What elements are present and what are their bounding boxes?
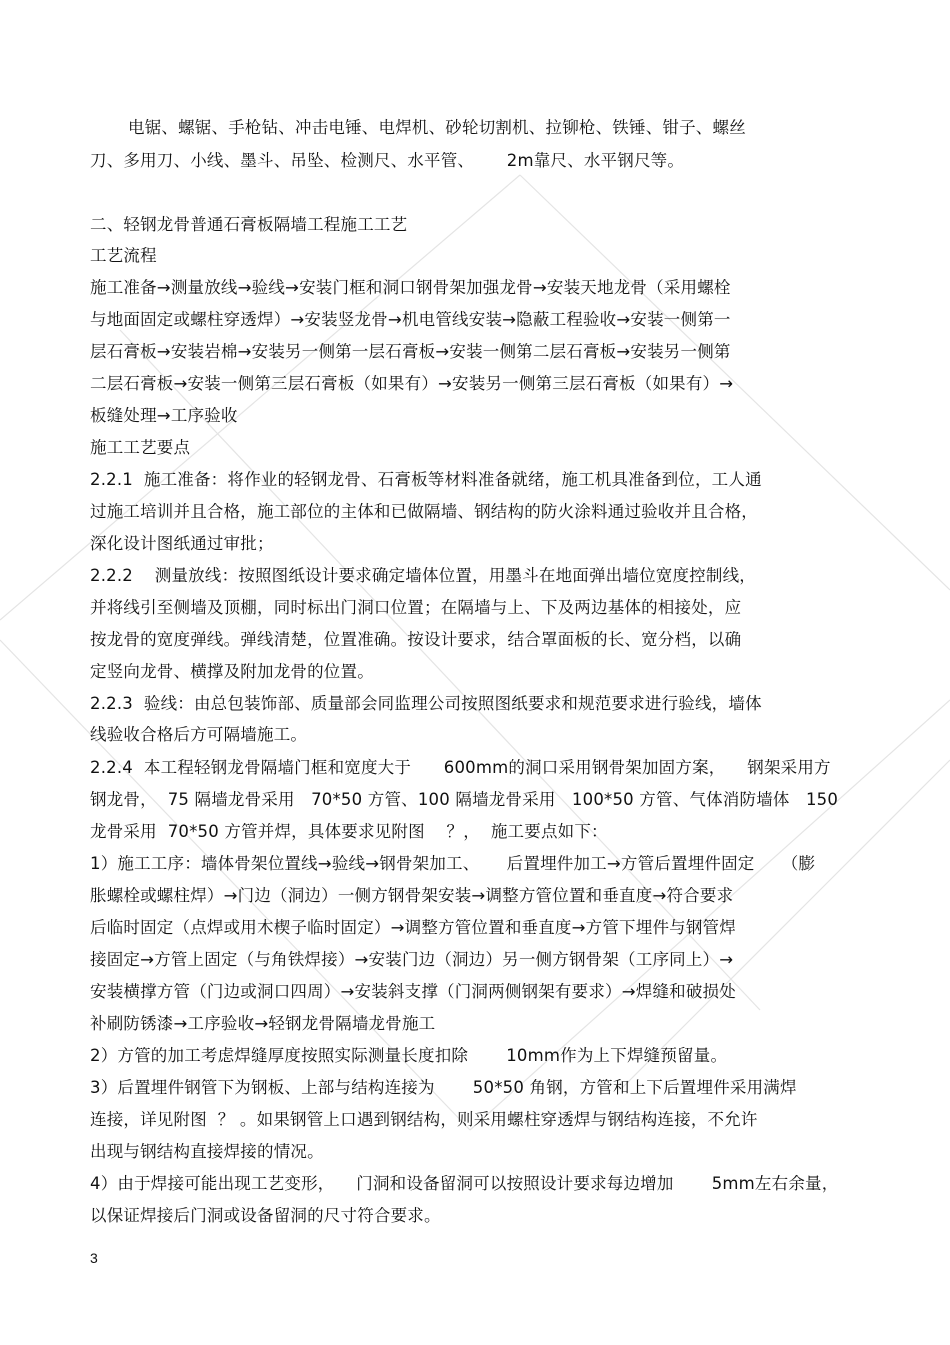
paragraph-line: 2.2.4 本工程轻钢龙骨隔墙门框和宽度大于 600mm的洞口采用钢骨架加固方案， 钢架采用方	[90, 758, 831, 777]
paragraph-line: 并将线引至侧墙及顶棚，同时标出门洞口位置；在隔墙与上、下及两边基体的相接处，应	[90, 598, 742, 617]
paragraph-line: 与地面固定或螺柱穿透焊）→安装竖龙骨→机电管线安装→隐蔽工程验收→安装一侧第一	[90, 310, 731, 329]
paragraph-line: 2.2.2 测量放线：按照图纸设计要求确定墙体位置，用墨斗在地面弹出墙位宽度控制线，	[90, 566, 756, 585]
paragraph-line: 出现与钢结构直接焊接的情况。	[90, 1142, 324, 1161]
paragraph-line: 板缝处理→工序验收	[90, 406, 238, 425]
paragraph-line: 2.2.3 验线：由总包装饰部、质量部会同监理公司按照图纸要求和规范要求进行验线，墙体	[90, 694, 762, 713]
paragraph-line: 1）施工工序：墙体骨架位置线→验线→钢骨架加工、 后置埋件加工→方管后置埋件固定 （膨	[90, 854, 816, 873]
paragraph-line: 连接，详见附图 ？ 。如果钢管上口遇到钢结构，则采用螺柱穿透焊与钢结构连接，不允许	[90, 1110, 758, 1129]
paragraph-line: 按龙骨的宽度弹线。弹线清楚，位置准确。按设计要求，结合罩面板的长、宽分档，以确	[90, 630, 742, 649]
paragraph-line: 补刷防锈漆→工序验收→轻钢龙骨隔墙龙骨施工	[90, 1014, 436, 1033]
subsection-heading: 施工工艺要点	[90, 438, 191, 457]
paragraph-line: 安装横撑方管（门边或洞口四周）→安装斜支撑（门洞两侧钢架有要求）→焊缝和破损处	[90, 982, 736, 1001]
paragraph-line: 层石膏板→安装岩棉→安装另一侧第一层石膏板→安装一侧第二层石膏板→安装另一侧第	[90, 342, 731, 361]
paragraph-line: 胀螺栓或螺柱焊）→门边（洞边）一侧方钢骨架安装→调整方管位置和垂直度→符合要求	[90, 886, 734, 905]
page-number: 3	[90, 1250, 98, 1266]
paragraph-line: 接固定→方管上固定（与角铁焊接）→安装门边（洞边）另一侧方钢骨架（工序同上）→	[90, 950, 734, 969]
subsection-heading: 工艺流程	[90, 246, 157, 265]
paragraph-line: 二层石膏板→安装一侧第三层石膏板（如果有）→安装另一侧第三层石膏板（如果有）→	[90, 374, 734, 393]
paragraph-line: 2）方管的加工考虑焊缝厚度按照实际测量长度扣除 10mm作为上下焊缝预留量。	[90, 1046, 728, 1065]
paragraph-line: 2.2.1 施工准备：将作业的轻钢龙骨、石膏板等材料准备就绪，施工机具准备到位，工人通	[90, 470, 762, 489]
paragraph-line: 龙骨采用 70*50 方管并焊，具体要求见附图 ？， 施工要点如下：	[90, 822, 608, 841]
paragraph-line: 定竖向龙骨、横撑及附加龙骨的位置。	[90, 662, 374, 681]
paragraph-line: 过施工培训并且合格，施工部位的主体和已做隔墙、钢结构的防火涂料通过验收并且合格，	[90, 502, 758, 521]
paragraph-line: 深化设计图纸通过审批；	[90, 534, 274, 553]
paragraph-line: 电锯、螺锯、手枪钻、冲击电锤、电焊机、砂轮切割机、拉铆枪、铁锤、钳子、螺丝	[128, 118, 746, 137]
paragraph-line: 线验收合格后方可隔墙施工。	[90, 725, 308, 744]
paragraph-line: 施工准备→测量放线→验线→安装门框和洞口钢骨架加强龙骨→安装天地龙骨（采用螺栓	[90, 278, 731, 297]
paragraph-line: 后临时固定（点焊或用木楔子临时固定）→调整方管位置和垂直度→方管下埋件与钢管焊	[90, 918, 736, 937]
paragraph-line: 以保证焊接后门洞或设备留洞的尺寸符合要求。	[90, 1206, 441, 1225]
paragraph-line: 4）由于焊接可能出现工艺变形， 门洞和设备留洞可以按照设计要求每边增加 5mm左右余量，	[90, 1174, 839, 1193]
paragraph-line: 钢龙骨， 75 隔墙龙骨采用 70*50 方管、100 隔墙龙骨采用 100*50 方管、气体消防墙体 150	[90, 790, 839, 809]
paragraph-line: 3）后置埋件钢管下为钢板、上部与结构连接为 50*50 角钢，方管和上下后置埋件采用满焊	[90, 1078, 797, 1097]
paragraph-line: 刀、多用刀、小线、墨斗、吊坠、检测尺、水平管、 2m靠尺、水平钢尺等。	[90, 151, 685, 170]
section-heading: 二、轻钢龙骨普通石膏板隔墙工程施工工艺	[90, 215, 408, 234]
